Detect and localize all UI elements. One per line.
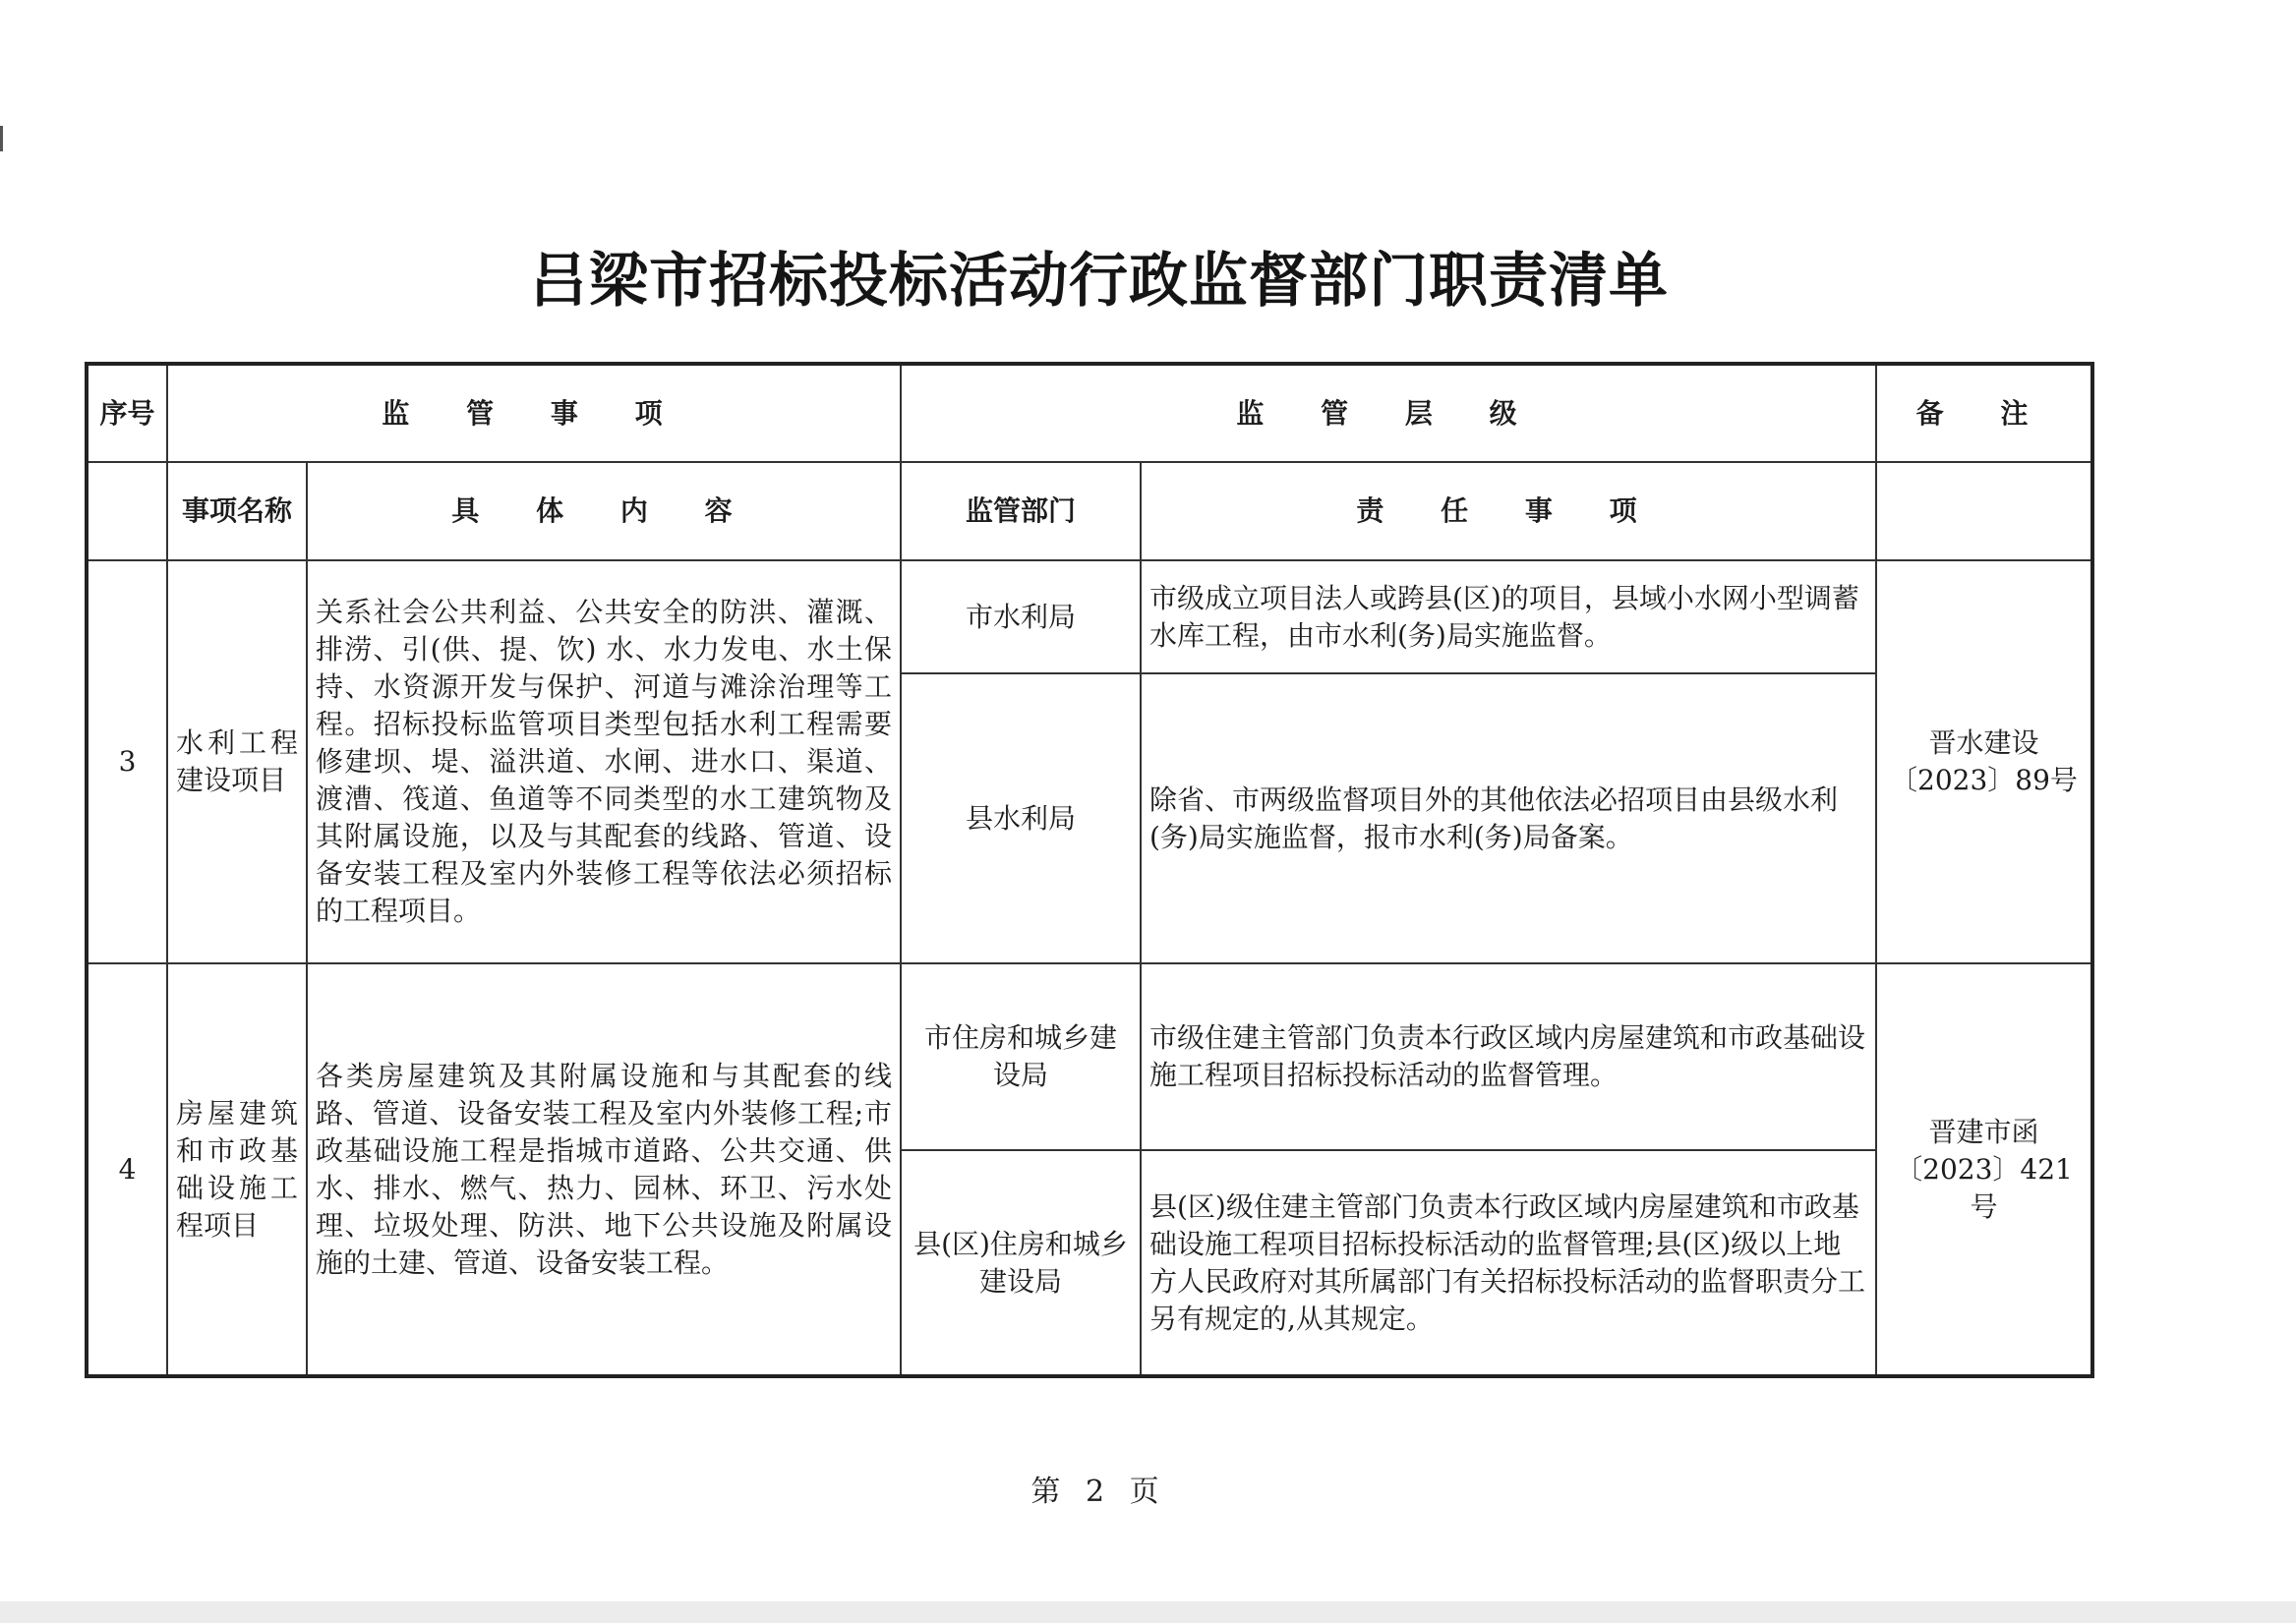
row-item-name: 水利工程建设项目 [167, 560, 307, 963]
row-responsibility: 市级成立项目法人或跨县(区)的项目，县域小水网小型调蓄水库工程，由市水利(务)局实施监督。 [1141, 560, 1876, 673]
scan-bottom-band [0, 1601, 2296, 1623]
header-remarks: 备 注 [1876, 364, 2092, 462]
page-number: 第 2 页 [1030, 1475, 1167, 1509]
header-responsibility: 责 任 事 项 [1141, 462, 1876, 560]
header-row-1 [87, 364, 2092, 462]
row-content: 各类房屋建筑及其附属设施和与其配套的线路、管道、设备安装工程及室内外装修工程;市政基础设施工程是指城市道路、公共交通、供水、排水、燃气、热力、园林、环卫、污水处理、垃圾处理、防洪、地下公共设施及附属设施的土建、管道、设备安装工程。 [307, 963, 901, 1376]
row-department: 市住房和城乡建设局 [901, 963, 1141, 1150]
row-seq: 3 [87, 560, 167, 963]
header-seq: 序号 [87, 364, 167, 462]
row-remark: 晋水建设〔2023〕89号 [1876, 560, 2092, 963]
row-item-name: 房屋建筑和市政基础设施工程项目 [167, 963, 307, 1376]
row-responsibility: 除省、市两级监督项目外的其他依法必招项目由县级水利(务)局实施监督，报市水利(务)局备案。 [1141, 673, 1876, 963]
row-department: 市水利局 [901, 560, 1141, 673]
header-remarks-blank [1876, 462, 2092, 560]
row-remark: 晋建市函〔2023〕421号 [1876, 963, 2092, 1376]
page-title: 吕梁市招标投标活动行政监督部门职责清单 [529, 247, 1669, 316]
row-department: 县水利局 [901, 673, 1141, 963]
header-item-name: 事项名称 [167, 462, 307, 560]
row-seq: 4 [87, 963, 167, 1376]
duty-table [85, 362, 2094, 1378]
header-supervision-items: 监 管 事 项 [167, 364, 901, 462]
header-seq-blank [87, 462, 167, 560]
header-specific-content: 具 体 内 容 [307, 462, 901, 560]
header-row-2 [87, 462, 2092, 560]
row-responsibility: 市级住建主管部门负责本行政区域内房屋建筑和市政基础设施工程项目招标投标活动的监督管理。 [1141, 963, 1876, 1150]
header-supervision-levels: 监 管 层 级 [901, 364, 1876, 462]
table-row [87, 963, 2092, 1150]
scan-edge-mark [0, 126, 3, 151]
row-department: 县(区)住房和城乡建设局 [901, 1150, 1141, 1376]
header-department: 监管部门 [901, 462, 1141, 560]
row-responsibility: 县(区)级住建主管部门负责本行政区域内房屋建筑和市政基础设施工程项目招标投标活动的监督管理;县(区)级以上地方人民政府对其所属部门有关招标投标活动的监督职责分工另有规定的,从其规定。 [1141, 1150, 1876, 1376]
table-row [87, 560, 2092, 673]
row-content: 关系社会公共利益、公共安全的防洪、灌溉、排涝、引(供、提、饮) 水、水力发电、水土保持、水资源开发与保护、河道与滩涂治理等工程。招标投标监管项目类型包括水利工程需要修建坝、堤、溢洪道、水闸、进水口、渠道、渡漕、筏道、鱼道等不同类型的水工建筑物及其附属设施，以及与其配套的线路、管道、设备安装工程及室内外装修工程等依法必须招标的工程项目。 [307, 560, 901, 963]
